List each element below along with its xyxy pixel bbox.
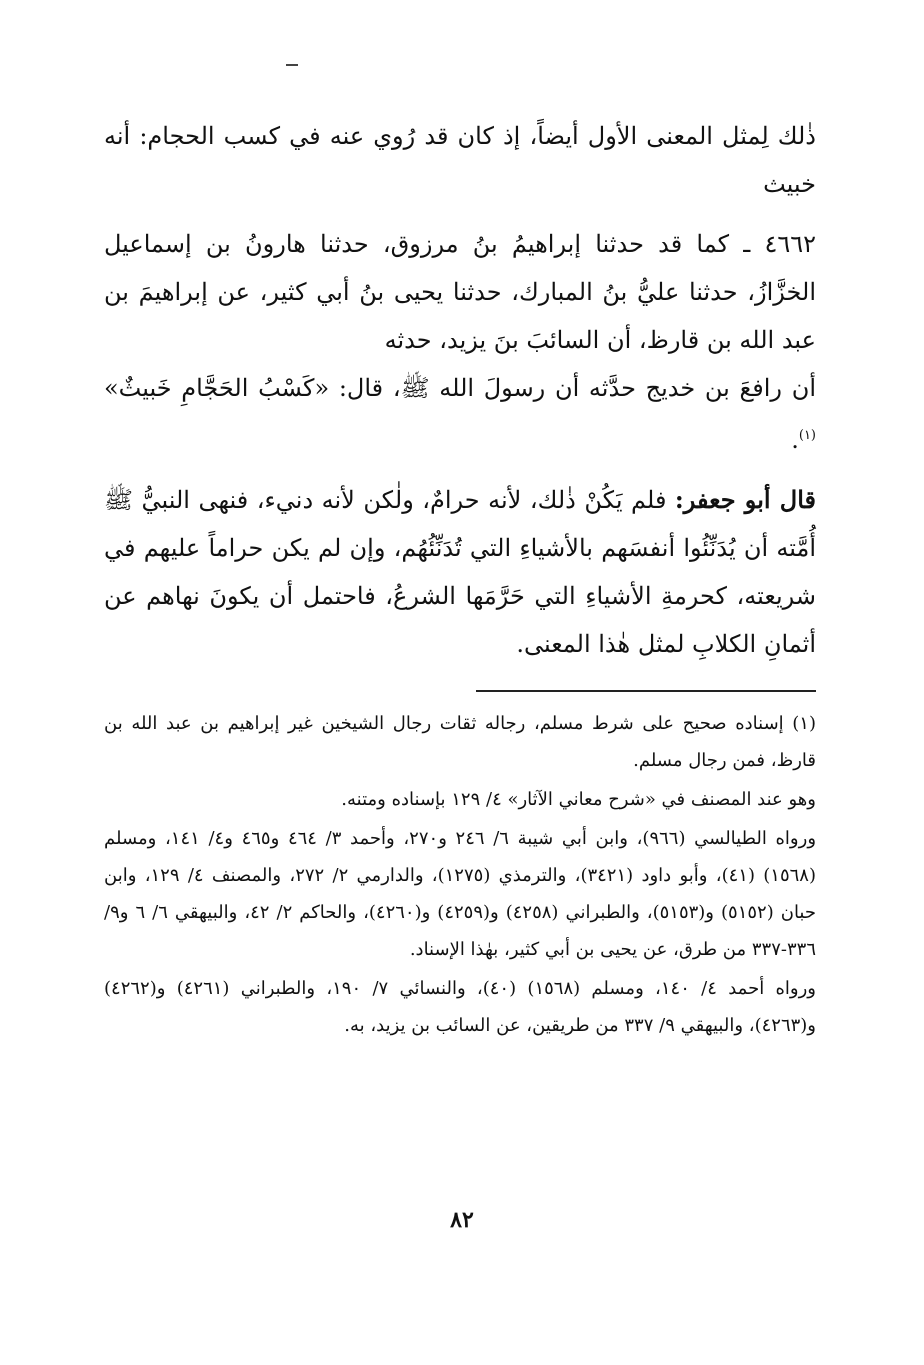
footnotes <box>104 705 816 1046</box>
header-mark <box>286 64 298 66</box>
hadith-4662-chain: ٤٦٦٢ ـ كما قد حدثنا إبراهيمُ بنُ مرزوق، حدثنا هارونُ بن إسماعيل الخزَّازُ، حدثنا عليُّ بنُ المبارك، حدثنا يحيى بنُ أبي كثير، عن إبراهيمَ بن عبد الله بن قارظ، أن السائبَ بنَ يزيد، حدثه <box>104 230 816 354</box>
commentary-paragraph <box>104 476 816 668</box>
footnote-4: ورواه أحمد ٤/ ١٤٠، ومسلم (١٥٦٨) (٤٠)، والنسائي ٧/ ١٩٠، والطبراني (٤٢٦١) و(٤٢٦٢) و(٤٢٦٣)، والبيهقي ٩/ ٣٣٧ من طريقين، عن السائب بن يزيد، به. <box>104 978 816 1036</box>
page-number: ٨٢ <box>450 1207 474 1233</box>
main-text <box>104 112 816 680</box>
hadith-text: أن رافعَ بن خديج حدَّثه أن رسولَ الله ﷺ، قال: «كَسْبُ الحَجَّامِ خَبيثٌ» <box>104 374 816 402</box>
commentary-text: فلم يَكُنْ ذٰلك، لأنه حرامٌ، ولٰكن لأنه دنيء، فنهى النبيُّ ﷺ أُمَّته أن يُدَنِّئُوا أنفسَهم بالأشياءِ التي تُدَنِّئُهُم، وإن لم يكن حراماً عليهم في شريعته، كحرمةِ الأشياءِ التي حَرَّمَها الشرعُ، فاحتمل أن يكونَ نهاهم عن أثمانِ الكلابِ لمثل هٰذا المعنى. <box>104 486 816 658</box>
hadith-end: . <box>791 426 799 454</box>
paragraph-1: ذٰلك لِمثل المعنى الأول أيضاً، إذ كان قد رُوي عنه في كسب الحجام: أنه خبيث <box>104 122 816 198</box>
hadith-4662-text <box>104 364 816 464</box>
footnote-divider <box>476 690 816 692</box>
footnote-marker: (١) <box>798 428 816 443</box>
footnote-3: ورواه الطيالسي (٩٦٦)، وابن أبي شيبة ٦/ ٢٤٦ و٢٧٠، وأحمد ٣/ ٤٦٤ و٤٦٥ و٤/ ١٤١، ومسلم (١٥٦٨) (٤١)، وأبو داود (٣٤٢١)، والترمذي (١٢٧٥)، والدارمي ٢/ ٢٧٢، والمصنف ٤/ ١٢٩، وابن حبان (٥١٥٢) و(٥١٥٣)، والطبراني (٤٢٥٨) و(٤٢٥٩) و(٤٢٦٠)، والحاكم ٢/ ٤٢، والبيهقي ٦/ ٦ و٩/ ٣٣٦-٣٣٧ من طرق، عن يحيى بن أبي كثير، بهٰذا الإسناد. <box>104 828 817 960</box>
footnote-2: وهو عند المصنف في «شرح معاني الآثار» ٤/ ١٢٩ بإسناده ومتنه. <box>341 789 816 810</box>
footnote-1: (١) إسناده صحيح على شرط مسلم، رجاله ثقات رجال الشيخين غير إبراهيم بن عبد الله بن قارظ، فمن رجال مسلم. <box>104 713 816 771</box>
commentary-lead: قال أبو جعفر: <box>674 485 816 514</box>
